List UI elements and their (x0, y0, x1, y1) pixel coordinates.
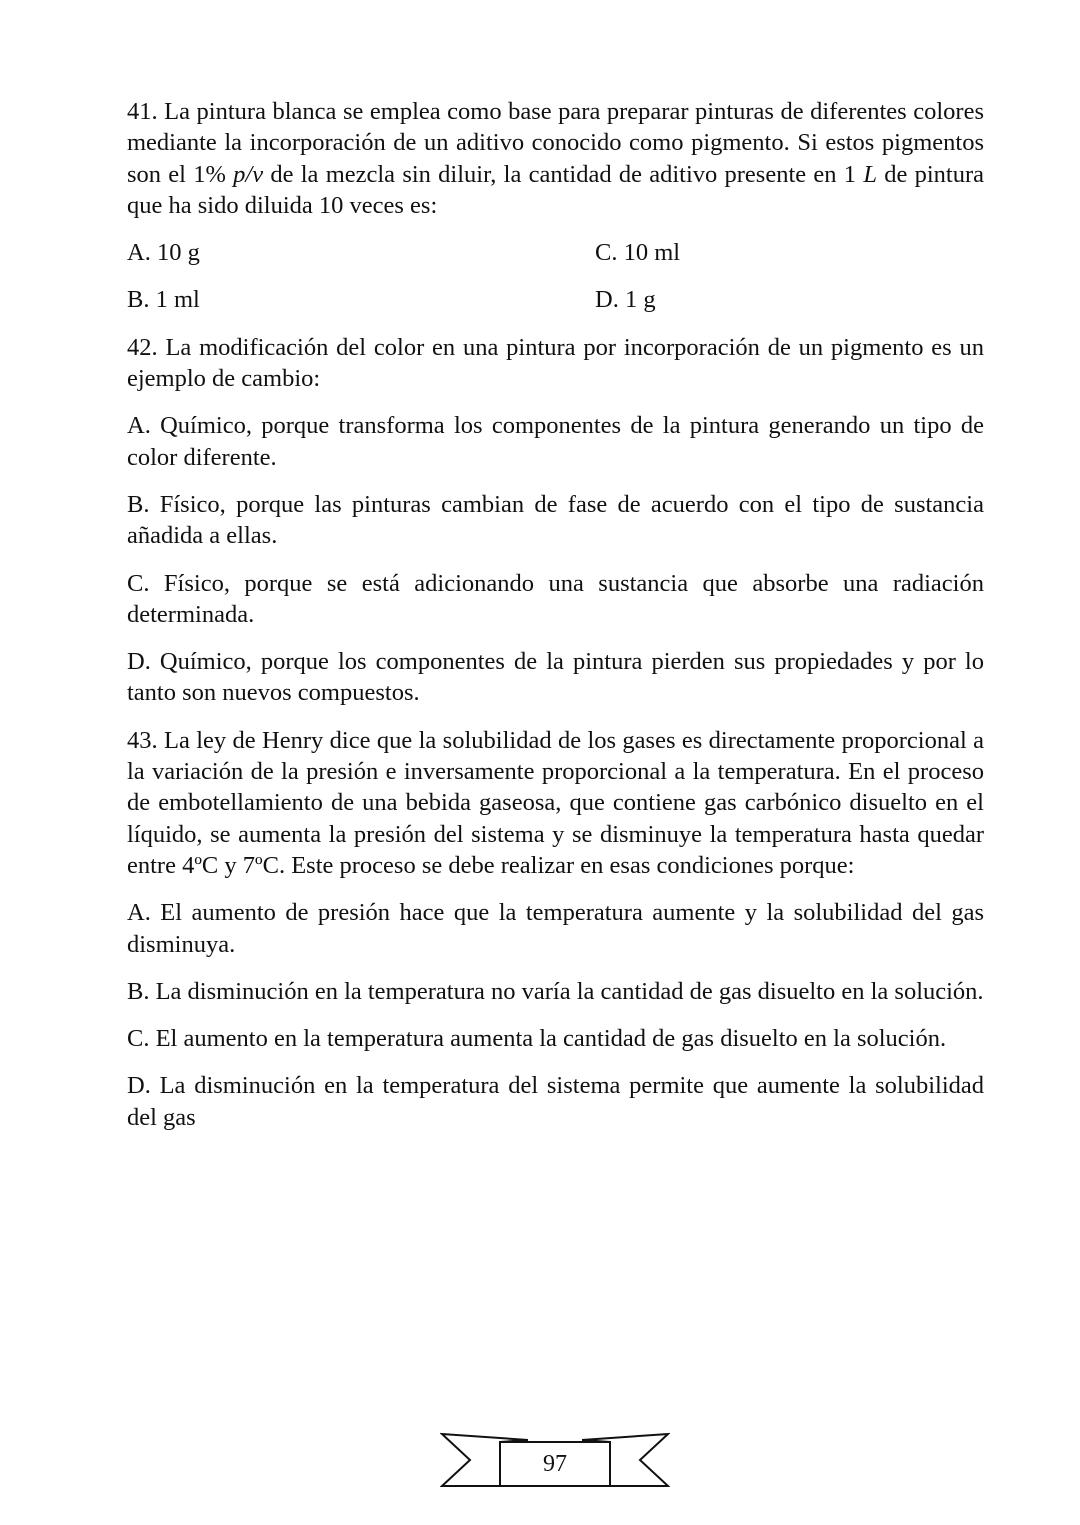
question-41-number: 41. (127, 98, 158, 125)
question-42-number: 42. (127, 333, 158, 361)
question-41-option-c: C. 10 ml (595, 239, 681, 267)
question-42-option-c: C. Físico, porque se está adicionando una sustancia que absorbe una radiación determinada. (127, 569, 984, 628)
question-43-text: La ley de Henry dice que la solubilidad de los gases es directamente proporcional a la variación de la presión e inversamente proporcional a la temperatura. En el proceso de embotellamiento de una bebida gaseosa, que contiene gas carbónico disuelto en el líquido, se aumenta la presión del sistema y se disminuye la temperatura hasta quedar entre 4ºC y 7ºC. Este proceso se debe realizar en esas condiciones porque: (127, 726, 985, 879)
question-41-text-1: La pintura blanca se emplea como base para preparar pinturas de diferentes colores mediante la incorporación de un aditivo conocido como pigmento. Si estos pigmentos son el (127, 98, 984, 188)
question-42-option-b: B. Físico, porque las pinturas cambian de fase de acuerdo con el tipo de sustancia añadida a ellas. (127, 490, 984, 550)
question-41-percent: 1% (193, 160, 234, 188)
question-41-text-2: de la mezcla sin diluir, la cantidad de aditivo presente en (263, 160, 844, 188)
question-42-text: La modificación del color en una pintura por incorporación de un pigmento es un ejemplo de cambio: (127, 333, 984, 393)
question-41-options (127, 237, 984, 316)
question-43-stem (127, 725, 984, 881)
question-43-option-c: C. El aumento en la temperatura aumenta la cantidad de gas disuelto en la solución. (127, 1025, 947, 1053)
question-42-stem (127, 332, 984, 395)
page-content (127, 96, 984, 1149)
question-41-text-3: de pintura que ha sido diluida 10 veces es: (127, 160, 984, 219)
question-43-option-d: D. La disminución en la temperatura del sistema permite que aumente la solubilidad del gas (127, 1072, 984, 1131)
question-41-option-d: D. 1 g (595, 286, 656, 314)
question-42-option-a: A. Químico, porque transforma los componentes de la pintura generando un tipo de color diferente. (127, 412, 984, 471)
question-41-stem (127, 96, 984, 221)
question-43-option-a: A. El aumento de presión hace que la temperatura aumente y la solubilidad del gas disminuya. (127, 899, 984, 958)
question-41-option-b: B. 1 ml (127, 286, 200, 314)
question-43-option-b: B. La disminución en la temperatura no varía la cantidad de gas disuelto en la solución. (127, 977, 984, 1005)
question-41-volume: 1 (843, 160, 864, 188)
question-41-unit-l: L (863, 160, 877, 188)
question-41-option-a: A. 10 g (127, 239, 200, 267)
question-41-unit-pv: p/v (233, 160, 264, 188)
question-43-number: 43. (127, 726, 158, 754)
page-footer (440, 1428, 670, 1494)
question-42-option-d: D. Químico, porque los componentes de la pintura pierden sus propiedades y por lo tanto son nuevos compuestos. (127, 648, 984, 707)
page-number: 97 (543, 1451, 567, 1477)
